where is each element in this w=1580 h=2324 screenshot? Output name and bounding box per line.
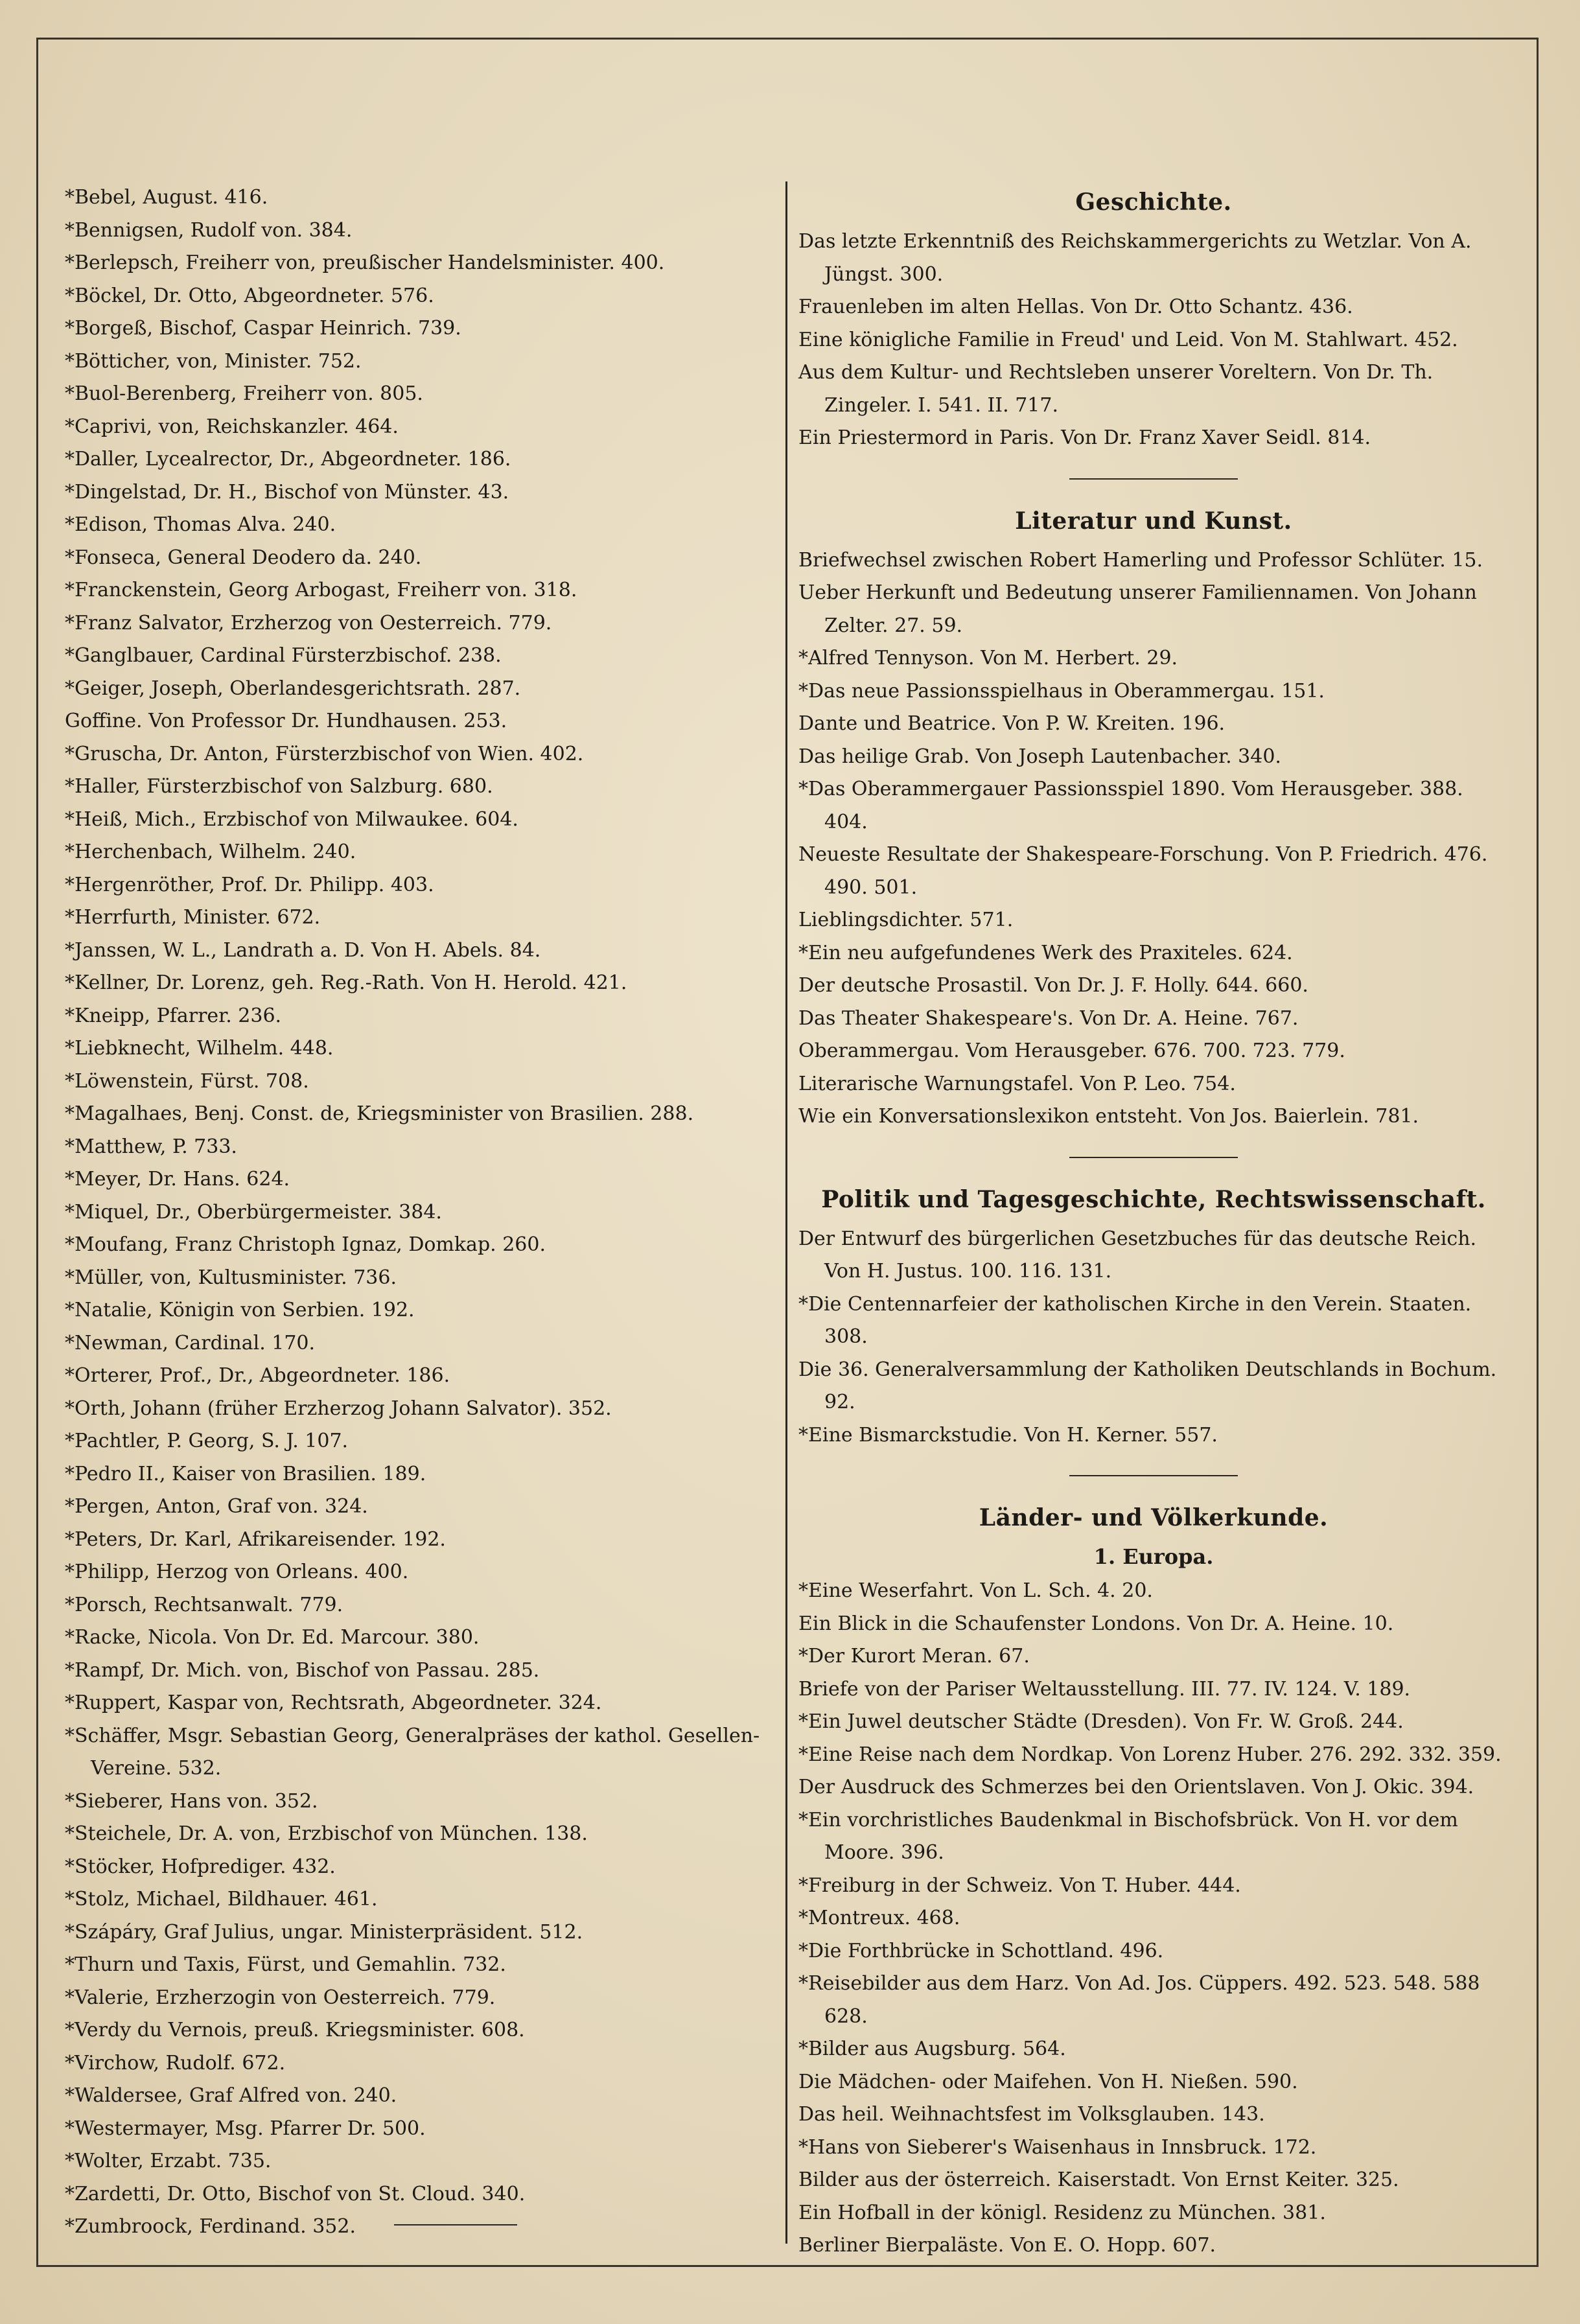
index-entry: *Alfred Tennyson. Von M. Herbert. 29.	[798, 647, 1178, 669]
index-entry: *Liebknecht, Wilhelm. 448.	[65, 1037, 334, 1060]
left-column	[65, 181, 765, 2244]
section-separator	[1069, 478, 1238, 480]
index-entry: Aus dem Kultur- und Rechtsleben unserer Voreltern. Von Dr. Th. Zingeler. I. 541. II. 717.	[798, 361, 1434, 417]
index-entry: *Virchow, Rudolf. 672.	[65, 2051, 286, 2074]
index-entry: *Haller, Fürsterzbischof von Salzburg. 680.	[65, 775, 493, 798]
index-entry: Das Theater Shakespeare's. Von Dr. A. Heine. 767.	[798, 1006, 1299, 1030]
index-entry: Eine königliche Familie in Freud' und Leid. Von M. Stahlwart. 452.	[798, 328, 1458, 351]
index-entry: Das heilige Grab. Von Joseph Lautenbacher. 340.	[798, 745, 1281, 768]
index-entry: Ein Hofball in der königl. Residenz zu München. 381.	[798, 2201, 1326, 2224]
index-entry: *Das Oberammergauer Passionsspiel 1890. Vom Herausgeber. 388. 404.	[798, 778, 1463, 833]
index-entry: *Pachtler, P. Georg, S. J. 107.	[65, 1430, 349, 1452]
index-entry: *Kellner, Dr. Lorenz, geh. Reg.-Rath. Von H. Herold. 421.	[65, 971, 627, 994]
index-entry: *Thurn und Taxis, Fürst, und Gemahlin. 732.	[65, 1953, 506, 1976]
index-entry: *Porsch, Rechtsanwalt. 779.	[65, 1593, 343, 1616]
index-entry: *Eine Reise nach dem Nordkap. Von Lorenz Huber. 276. 292. 332. 359.	[798, 1743, 1502, 1766]
index-entry: *Valerie, Erzherzogin von Oesterreich. 779.	[65, 1986, 496, 2009]
index-entry: *Schäffer, Msgr. Sebastian Georg, Generalpräses der kathol. Gesellen-Vereine. 532.	[65, 1724, 760, 1780]
index-entry: Ein Blick in die Schaufenster Londons. Von Dr. A. Heine. 10.	[798, 1612, 1394, 1635]
index-entry: *Franz Salvator, Erzherzog von Oesterreich. 779.	[65, 611, 552, 634]
index-entry: Das heil. Weihnachtsfest im Volksglauben. 143.	[798, 2103, 1265, 2126]
index-entry: *Die Centennarfeier der katholischen Kirche in den Verein. Staaten. 308.	[798, 1292, 1472, 1348]
section-laender	[798, 1575, 1509, 2262]
index-entry: *Der Kurort Meran. 67.	[798, 1645, 1030, 1667]
index-entry: *Orth, Johann (früher Erzherzog Johann Salvator). 352.	[65, 1397, 612, 1420]
index-entry: *Borgeß, Bischof, Caspar Heinrich. 739.	[65, 317, 461, 340]
index-entry: *Zumbroock, Ferdinand. 352.	[65, 2215, 356, 2238]
index-entry: *Pergen, Anton, Graf von. 324.	[65, 1495, 368, 1518]
index-entry: *Philipp, Herzog von Orleans. 400.	[65, 1561, 409, 1583]
index-entry: *Geiger, Joseph, Oberlandesgerichtsrath. 287.	[65, 677, 521, 700]
index-entry: Literarische Warnungstafel. Von P. Leo. 754.	[798, 1072, 1236, 1095]
section-politik	[798, 1223, 1509, 1452]
index-entry: *Buol-Berenberg, Freiherr von. 805.	[65, 382, 423, 405]
index-entry: *Franckenstein, Georg Arbogast, Freiherr von. 318.	[65, 579, 577, 601]
index-entry: *Bennigsen, Rudolf von. 384.	[65, 218, 353, 242]
index-entry: *Herchenbach, Wilhelm. 240.	[65, 841, 356, 863]
index-entry: *Das neue Passionsspielhaus in Oberammergau. 151.	[798, 679, 1325, 703]
section-geschichte	[798, 226, 1509, 455]
index-entry: *Stolz, Michael, Bildhauer. 461.	[65, 1888, 378, 1911]
index-entry: *Newman, Cardinal. 170.	[65, 1331, 316, 1354]
index-entry: *Rampf, Dr. Mich. von, Bischof von Passau. 285.	[65, 1658, 540, 1682]
index-entry: Oberammergau. Vom Herausgeber. 676. 700. 723. 779.	[798, 1040, 1345, 1062]
index-entry: Goffine. Von Professor Dr. Hundhausen. 253.	[65, 710, 507, 732]
index-entry: Wie ein Konversationslexikon entsteht. Von Jos. Baierlein. 781.	[798, 1105, 1419, 1128]
index-entry: *Szápáry, Graf Julius, ungar. Ministerpräsident. 512.	[65, 1920, 583, 1944]
index-entry: *Freiburg in der Schweiz. Von T. Huber. 444.	[798, 1874, 1241, 1897]
index-entry: *Montreux. 468.	[798, 1907, 960, 1929]
closing-rule	[394, 2224, 517, 2225]
index-entry: *Edison, Thomas Alva. 240.	[65, 513, 336, 536]
index-entry: *Reisebilder aus dem Harz. Von Ad. Jos. Cüppers. 492. 523. 548. 588 628.	[798, 1972, 1480, 2028]
column-divider	[785, 181, 787, 2244]
index-entry: *Wolter, Erzabt. 735.	[65, 2150, 272, 2172]
index-entry: *Zardetti, Dr. Otto, Bischof von St. Cloud. 340.	[65, 2182, 526, 2205]
index-entry: *Ein neu aufgefundenes Werk des Praxiteles. 624.	[798, 941, 1293, 964]
index-entry: Bilder aus der österreich. Kaiserstadt. Von Ernst Keiter. 325.	[798, 2168, 1399, 2191]
index-entry: *Magalhaes, Benj. Const. de, Kriegsminister von Brasilien. 288.	[65, 1102, 694, 1125]
index-entry: Der deutsche Prosastil. Von Dr. J. F. Holly. 644. 660.	[798, 974, 1308, 997]
section-heading-politik: Politik und Tagesgeschichte, Rechtswissenschaft.	[821, 1185, 1486, 1213]
index-entry: Berliner Bierpaläste. Von E. O. Hopp. 607.	[798, 2234, 1216, 2257]
section-separator	[1069, 1475, 1238, 1476]
section-heading-laender: Länder- und Völkerkunde.	[979, 1504, 1329, 1531]
index-entry: Dante und Beatrice. Von P. W. Kreiten. 196.	[798, 712, 1226, 735]
index-entry: *Böckel, Dr. Otto, Abgeordneter. 576.	[65, 284, 434, 307]
index-entry: *Hans von Sieberer's Waisenhaus in Innsbruck. 172.	[798, 2135, 1317, 2159]
index-entry: *Ganglbauer, Cardinal Fürsterzbischof. 238.	[65, 644, 502, 667]
index-entry: *Pedro II., Kaiser von Brasilien. 189.	[65, 1462, 426, 1485]
index-entry: Neueste Resultate der Shakespeare-Forschung. Von P. Friedrich. 476. 490. 501.	[798, 843, 1488, 899]
index-entry: *Ein Juwel deutscher Städte (Dresden). Von Fr. W. Groß. 244.	[798, 1710, 1404, 1733]
index-entry: *Heiß, Mich., Erzbischof von Milwaukee. 604.	[65, 808, 518, 831]
index-entry: *Fonseca, General Deodero da. 240.	[65, 546, 422, 569]
index-entry: Ein Priestermord in Paris. Von Dr. Franz Xaver Seidl. 814.	[798, 426, 1371, 449]
index-entry: *Janssen, W. L., Landrath a. D. Von H. Abels. 84.	[65, 938, 541, 962]
index-entry: *Hergenröther, Prof. Dr. Philipp. 403.	[65, 873, 434, 896]
index-entry: *Ein vorchristliches Baudenkmal in Bischofsbrück. Von H. vor dem Moore. 396.	[798, 1808, 1458, 1864]
index-entry: *Westermayer, Msg. Pfarrer Dr. 500.	[65, 2117, 426, 2140]
section-heading-geschichte: Geschichte.	[1075, 189, 1232, 216]
index-entry: *Verdy du Vernois, preuß. Kriegsminister. 608.	[65, 2019, 525, 2041]
index-entry: *Bötticher, von, Minister. 752.	[65, 349, 362, 373]
index-entry: Ueber Herkunft und Bedeutung unserer Familiennamen. Von Johann Zelter. 27. 59.	[798, 581, 1477, 637]
index-entry: Lieblingsdichter. 571.	[798, 909, 1014, 931]
index-entry: Frauenleben im alten Hellas. Von Dr. Otto Schantz. 436.	[798, 296, 1353, 318]
index-entry: *Caprivi, von, Reichskanzler. 464.	[65, 415, 399, 438]
index-entry: *Eine Bismarckstudie. Von H. Kerner. 557.	[798, 1423, 1218, 1447]
subsection-heading-europa: 1. Europa.	[1093, 1544, 1214, 1569]
index-entry: *Bebel, August. 416.	[65, 186, 268, 209]
index-entry: Der Entwurf des bürgerlichen Gesetzbuches für das deutsche Reich. Von H. Justus. 100. 116. 131.	[798, 1227, 1477, 1283]
index-entry: *Müller, von, Kultusminister. 736.	[65, 1266, 397, 1289]
index-entry: *Orterer, Prof., Dr., Abgeordneter. 186.	[65, 1364, 450, 1387]
index-entry: *Peters, Dr. Karl, Afrikareisender. 192.	[65, 1528, 446, 1551]
index-entry: *Matthew, P. 733.	[65, 1135, 237, 1158]
index-entry: *Sieberer, Hans von. 352.	[65, 1789, 318, 1813]
index-entry: *Moufang, Franz Christoph Ignaz, Domkap. 260.	[65, 1233, 546, 1256]
index-entry: *Waldersee, Graf Alfred von. 240.	[65, 2084, 397, 2107]
index-entry: Briefe von der Pariser Weltausstellung. III. 77. IV. 124. V. 189.	[798, 1677, 1411, 1701]
index-entry: *Bilder aus Augsburg. 564.	[798, 2038, 1066, 2060]
section-separator	[1069, 1157, 1238, 1158]
index-entry: *Dingelstad, Dr. H., Bischof von Münster. 43.	[65, 480, 509, 504]
index-entry: *Meyer, Dr. Hans. 624.	[65, 1168, 290, 1191]
index-entry: Briefwechsel zwischen Robert Hamerling und Professor Schlüter. 15.	[798, 548, 1483, 572]
index-entry: *Eine Weserfahrt. Von L. Sch. 4. 20.	[798, 1579, 1153, 1602]
index-entry: *Die Forthbrücke in Schottland. 496.	[798, 1939, 1164, 1962]
index-entry: Die Mädchen- oder Maifehen. Von H. Nießen. 590.	[798, 2070, 1298, 2093]
index-entry: *Daller, Lycealrector, Dr., Abgeordneter. 186.	[65, 448, 511, 471]
index-entry: *Kneipp, Pfarrer. 236.	[65, 1004, 282, 1027]
index-entry: Der Ausdruck des Schmerzes bei den Orientslaven. Von J. Okic. 394.	[798, 1776, 1474, 1798]
index-entry: *Ruppert, Kaspar von, Rechtsrath, Abgeordneter. 324.	[65, 1691, 602, 1714]
right-column	[798, 181, 1509, 2262]
index-entry: *Herrfurth, Minister. 672.	[65, 906, 321, 929]
index-entry: *Gruscha, Dr. Anton, Fürsterzbischof von Wien. 402.	[65, 742, 584, 765]
index-entry: *Miquel, Dr., Oberbürgermeister. 384.	[65, 1200, 442, 1224]
index-entry: *Natalie, Königin von Serbien. 192.	[65, 1299, 415, 1321]
index-entry: *Stöcker, Hofprediger. 432.	[65, 1855, 336, 1878]
index-entry: *Steichele, Dr. A. von, Erzbischof von München. 138.	[65, 1822, 588, 1845]
index-entry: *Berlepsch, Freiherr von, preußischer Handelsminister. 400.	[65, 251, 665, 274]
section-literatur	[798, 544, 1509, 1133]
index-entry: *Racke, Nicola. Von Dr. Ed. Marcour. 380.	[65, 1626, 480, 1649]
index-entry: Die 36. Generalversammlung der Katholiken Deutschlands in Bochum. 92.	[798, 1358, 1497, 1413]
section-heading-literatur: Literatur und Kunst.	[1015, 507, 1292, 535]
index-entry: Das letzte Erkenntniß des Reichskammergerichts zu Wetzlar. Von A. Jüngst. 300.	[798, 230, 1472, 286]
index-entry: *Löwenstein, Fürst. 708.	[65, 1069, 309, 1093]
